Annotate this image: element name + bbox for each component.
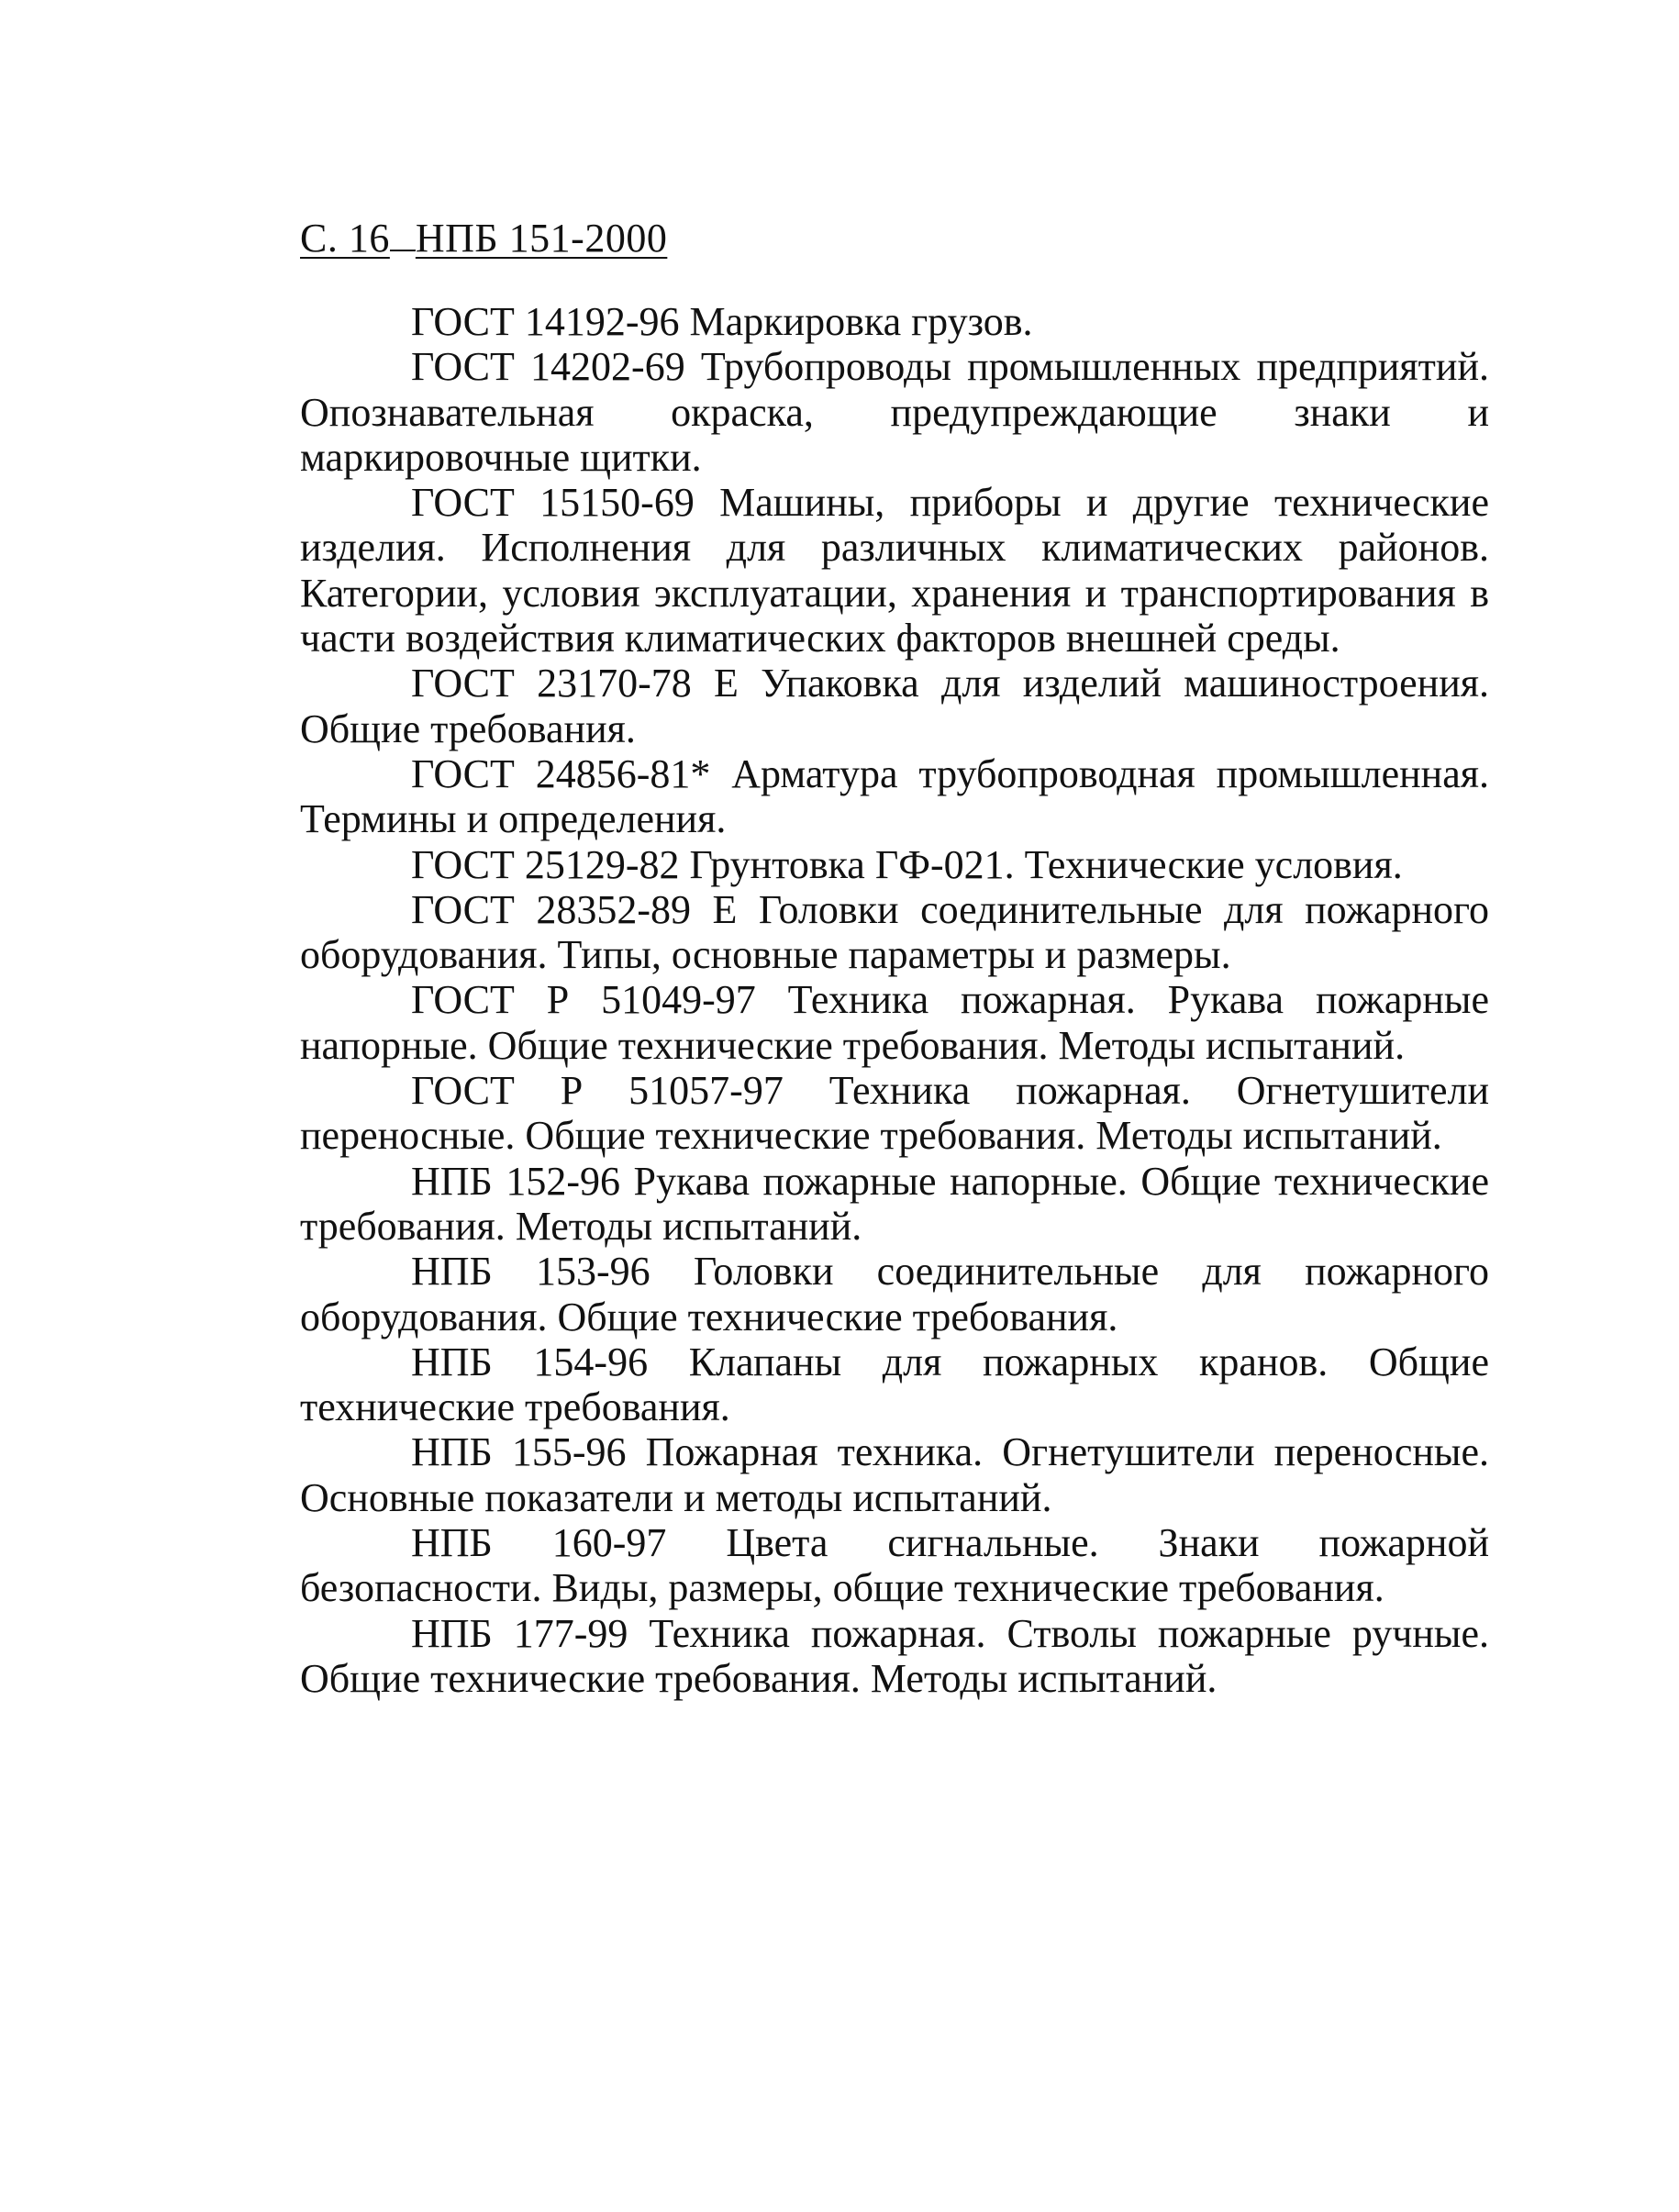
document-code: НПБ 151-2000 — [415, 216, 668, 261]
reference-item: ГОСТ Р 51057-97 Техника пожарная. Огнетушители переносные. Общие технические требования. Методы испытаний. — [300, 1068, 1489, 1159]
reference-item: НПБ 153-96 Головки соединительные для пожарного оборудования. Общие технические требования. — [300, 1249, 1489, 1339]
reference-item: ГОСТ Р 51049-97 Техника пожарная. Рукава пожарные напорные. Общие технические требования. Методы испытаний. — [300, 977, 1489, 1068]
reference-item: ГОСТ 28352-89 Е Головки соединительные для пожарного оборудования. Типы, основные параметры и размеры. — [300, 886, 1489, 978]
reference-item: ГОСТ 24856-81* Арматура трубопроводная промышленная. Термины и определения. — [300, 750, 1489, 842]
reference-item: НПБ 155-96 Пожарная техника. Огнетушители переносные. Основные показатели и методы испытаний. — [300, 1429, 1489, 1520]
header-underline-gap — [390, 249, 416, 251]
reference-item: НПБ 154-96 Клапаны для пожарных кранов. Общие технические требования. — [300, 1339, 1489, 1430]
reference-item: ГОСТ 14202-69 Трубопроводы промышленных предприятий. Опознавательная окраска, предупреждающие знаки и маркировочные щитки. — [300, 344, 1489, 480]
reference-item: НПБ 152-96 Рукава пожарные напорные. Общие технические требования. Методы испытаний. — [300, 1158, 1489, 1249]
reference-item: ГОСТ 25129-82 Грунтовка ГФ-021. Технические условия. — [411, 841, 1403, 887]
reference-item: НПБ 160-97 Цвета сигнальные. Знаки пожарной безопасности. Виды, размеры, общие технические требования. — [300, 1520, 1489, 1611]
reference-item: ГОСТ 23170-78 Е Упаковка для изделий машиностроения. Общие требования. — [300, 661, 1489, 751]
reference-item: ГОСТ 15150-69 Машины, приборы и другие технические изделия. Исполнения для различных климатических районов. Категории, условия эксплуатации, хранения и транспортирования в части воздействия климатических факторов внешней среды. — [300, 480, 1489, 661]
page-number: С. 16 — [300, 216, 390, 261]
reference-item: НПБ 177-99 Техника пожарная. Стволы пожарные ручные. Общие технические требования. Методы испытаний. — [300, 1610, 1489, 1701]
page-header — [300, 213, 667, 264]
reference-list — [300, 299, 1489, 1701]
reference-item: ГОСТ 14192-96 Маркировка грузов. — [411, 299, 1033, 344]
